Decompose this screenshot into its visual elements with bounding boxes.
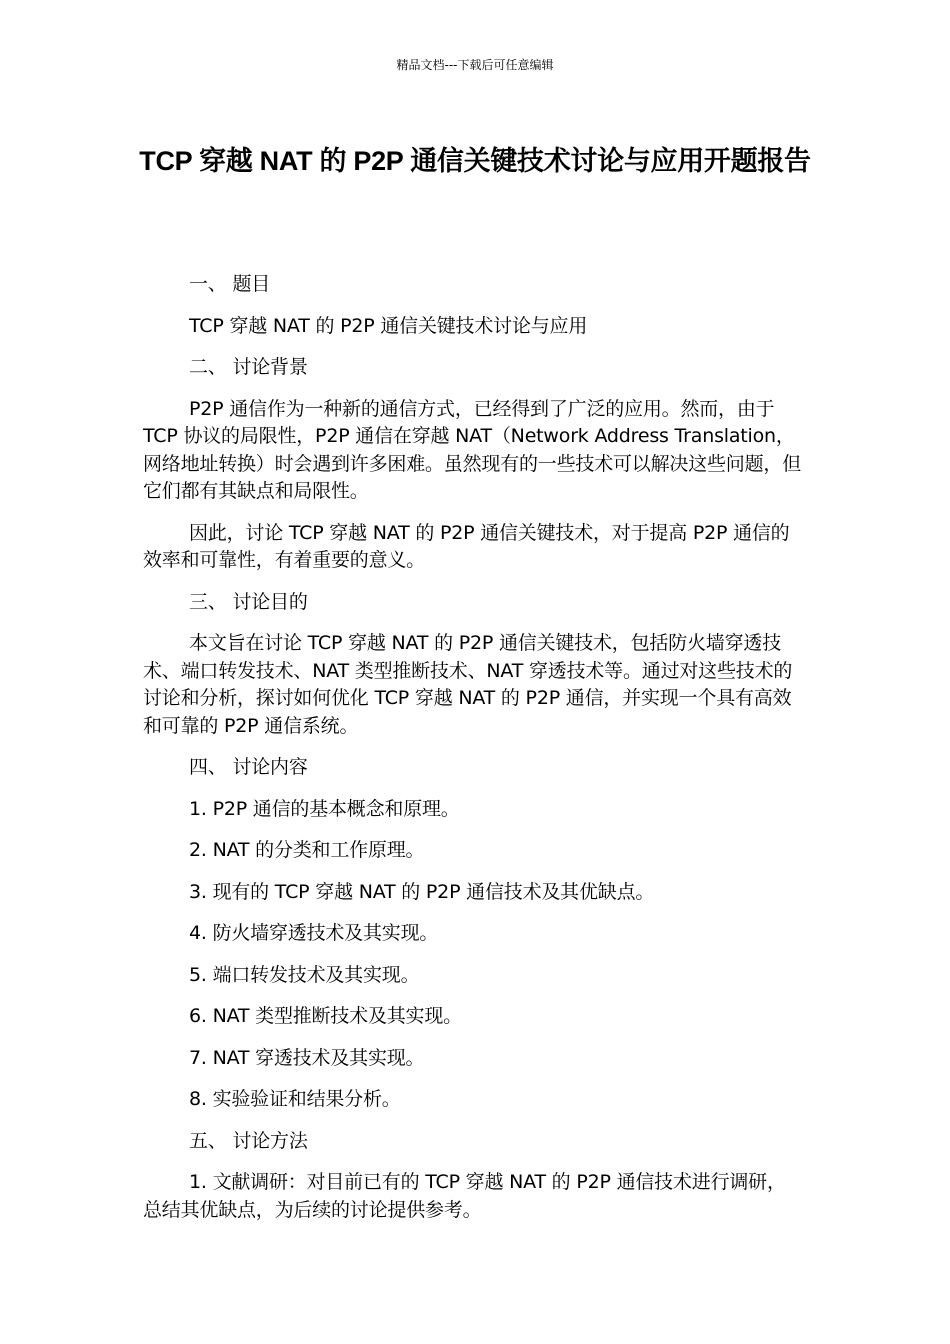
document-body bbox=[143, 271, 803, 1224]
list-item: 8. 实验验证和结果分析。 bbox=[189, 1088, 401, 1110]
list-item: 5. 端口转发技术及其实现。 bbox=[189, 963, 420, 986]
list-item: 2. NAT 的分类和工作原理。 bbox=[189, 839, 425, 861]
list-item: 3. 现有的 TCP 穿越 NAT 的 P2P 通信技术及其优缺点。 bbox=[189, 880, 655, 903]
section-heading-topic: 一、 题目 bbox=[189, 273, 271, 295]
background-paragraph-2: 因此，讨论 TCP 穿越 NAT 的 P2P 通信关键技术，对于提高 P2P 通信的效率和可靠性，有着重要的意义。 bbox=[143, 521, 790, 571]
document-title: TCP 穿越 NAT 的 P2P 通信关键技术讨论与应用开题报告 bbox=[139, 146, 811, 176]
section-heading-content: 四、 讨论内容 bbox=[189, 756, 308, 778]
section-heading-method: 五、 讨论方法 bbox=[189, 1129, 308, 1152]
section-heading-purpose: 三、 讨论目的 bbox=[189, 590, 308, 613]
method-paragraph-1: 1. 文献调研：对目前已有的 TCP 穿越 NAT 的 P2P 通信技术进行调研，总结其优缺点，为后续的讨论提供参考。 bbox=[143, 1171, 786, 1221]
header-note: 精品文档---下载后可任意编辑 bbox=[396, 58, 554, 72]
purpose-paragraph: 本文旨在讨论 TCP 穿越 NAT 的 P2P 通信关键技术，包括防火墙穿透技术、端口转发技术、NAT 类型推断技术、NAT 穿透技术等。通过对这些技术的讨论和分析，探讨如何优化 TCP 穿越 NAT 的 P2P 通信，并实现一个具有高效和可靠的 P2P 通信系统。 bbox=[143, 632, 793, 737]
section-heading-background: 二、 讨论背景 bbox=[189, 356, 308, 378]
list-item: 1. P2P 通信的基本概念和原理。 bbox=[189, 797, 460, 820]
list-item: 7. NAT 穿透技术及其实现。 bbox=[189, 1046, 425, 1069]
topic-text: TCP 穿越 NAT 的 P2P 通信关键技术讨论与应用 bbox=[189, 314, 588, 337]
list-item: 6. NAT 类型推断技术及其实现。 bbox=[189, 1005, 462, 1027]
background-paragraph-1: P2P 通信作为一种新的通信方式，已经得到了广泛的应用。然而，由于 TCP 协议的局限性，P2P 通信在穿越 NAT（Network Address Translation，网络地址转换）时会遇到许多困难。虽然现有的一些技术可以解决这些问题，但它们都有其缺点和局限性。 bbox=[143, 397, 802, 502]
list-item: 4. 防火墙穿透技术及其实现。 bbox=[189, 922, 439, 944]
